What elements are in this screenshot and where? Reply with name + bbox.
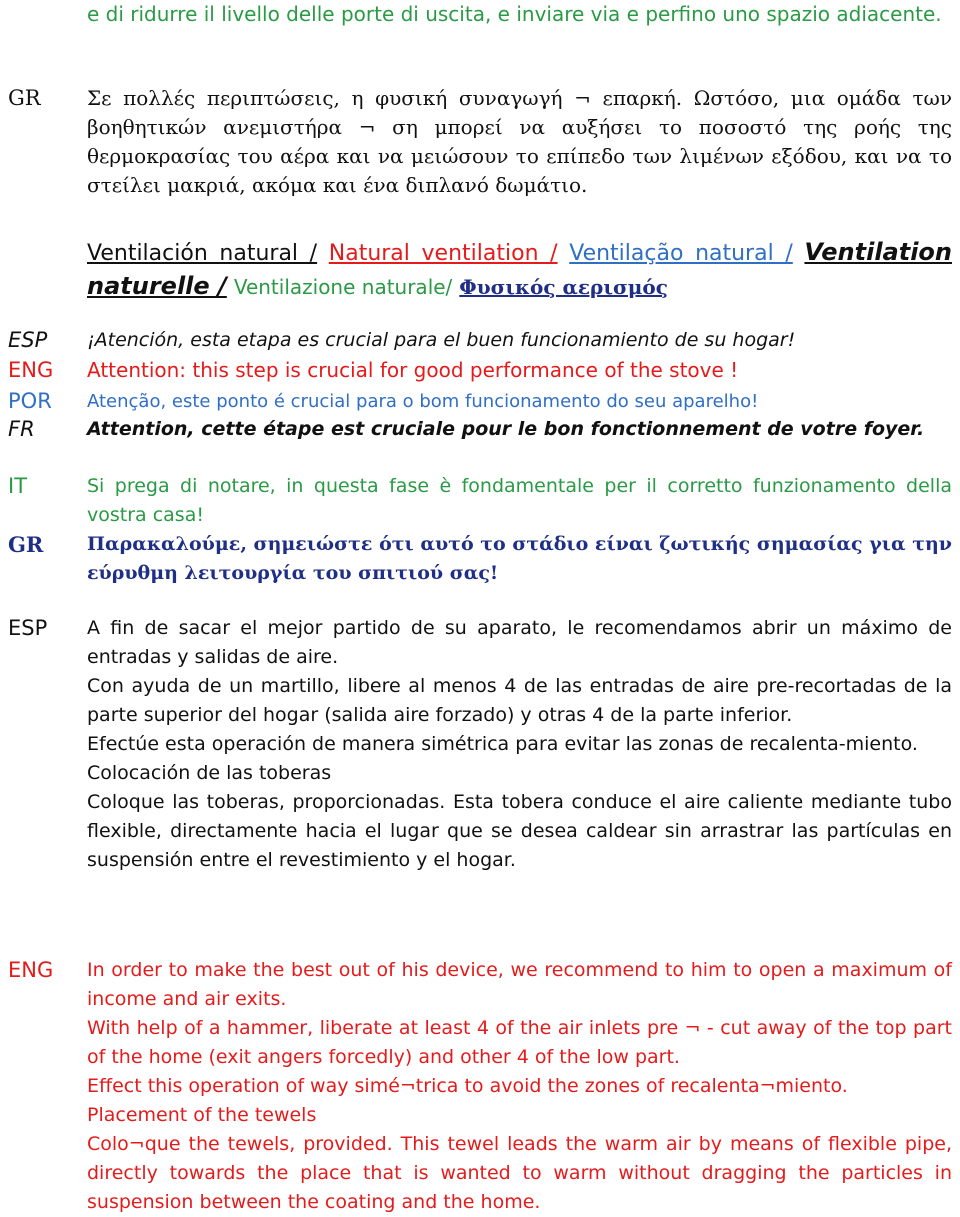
heading-pt: Ventilação natural / [569,241,793,266]
heading-text [87,236,952,304]
lang-label-gr-2: GR [8,532,44,557]
esp-instructions-text [87,614,952,875]
attention-text-fr: Attention, cette étape est cruciale pour le bon fonctionnement de votre foyer. [87,418,925,440]
esp-paragraph: Coloque las toberas, proporcionadas. Esta tobera conduce el aire caliente mediante tubo flexible, directamente hacia el lugar que se desea caldear sin arrastrar las partículas en suspensión entre el revestimiento y el hogar. [87,791,952,871]
attention-text-eng: Attention: this step is crucial for good performance of the stove ! [87,358,739,382]
lang-label-fr: FR [8,417,35,441]
esp-paragraph: Con ayuda de un martillo, libere al menos 4 de las entradas de aire pre-recortadas de la parte superior del hogar (salida aire forzado) y otras 4 de la parte inferior. [87,675,952,726]
eng-paragraph: With help of a hammer, liberate at least 4 of the air inlets pre ¬ - cut away of the top part of the home (exit angers forcedly) and other 4 of the low part. [87,1017,952,1068]
heading-en: Natural ventilation / [328,241,558,266]
lang-label-por: POR [8,389,52,413]
esp-paragraph: A fin de sacar el mejor partido de su aparato, le recomendamos abrir un máximo de entradas y salidas de aire. [87,617,952,668]
attention-text-it: Si prega di notare, in questa fase è fondamentale per il corretto funzionamento della vostra casa! [87,475,952,526]
heading-fr: Ventilation naturelle / [87,238,953,300]
esp-subheading: Colocación de las toberas [87,762,332,784]
esp-paragraph: Efectúe esta operación de manera simétrica para evitar las zonas de recalenta-miento. [87,733,918,755]
intro-text-it: e di ridurre il livello delle porte di uscita, e inviare via e perfino uno spazio adiacente. [87,2,942,26]
lang-label-eng-2: ENG [8,958,54,982]
eng-paragraph: Colo¬que the tewels, provided. This tewel leads the warm air by means of flexible pipe, directly towards the place that is wanted to warm without dragging the particles in suspension between the coating and the home. [87,1133,952,1213]
eng-subheading: Placement of the tewels [87,1104,317,1126]
attention-text-por: Atenção, este ponto é crucial para o bom funcionamento do seu aparelho! [87,391,759,412]
lang-label-esp: ESP [8,328,48,352]
heading-es: Ventilación natural / [87,241,318,266]
eng-paragraph: In order to make the best out of his device, we recommend to him to open a maximum of income and air exits. [87,959,952,1010]
attention-text-gr: Παρακαλούμε, σημειώστε ότι αυτό το στάδιο είναι ζωτικής σημασίας για την εύρυθμη λειτουργία του σπιτιού σας! [87,533,952,584]
heading-it: Ventilazione naturale/ [233,275,453,299]
lang-label-it: IT [8,474,28,498]
lang-label-eng: ENG [8,358,54,382]
lang-label-gr: GR [8,86,41,110]
attention-text-esp: ¡Atención, esta etapa es crucial para el buen funcionamiento de su hogar! [87,329,796,351]
greek-text: Σε πολλές περιπτώσεις, η φυσική συναγωγή ¬ επαρκή. Ωστόσο, μια ομάδα των βοηθητικών ανεμιστήρα ¬ ση μπορεί να αυξήσει το ποσοστό της ροής της θερμοκρασίας του αέρα και να μειώσουν το επίπεδο των λιμένων εξόδου, και να το στείλει μακριά, ακόμα και ένα διπλανό δωμάτιο. [87,86,952,197]
heading-gr: Φυσικός αερισμός [459,275,668,299]
eng-instructions-text [87,956,952,1217]
eng-paragraph: Effect this operation of way simé¬trica to avoid the zones of recalenta¬miento. [87,1075,848,1097]
lang-label-esp-2: ESP [8,616,48,640]
